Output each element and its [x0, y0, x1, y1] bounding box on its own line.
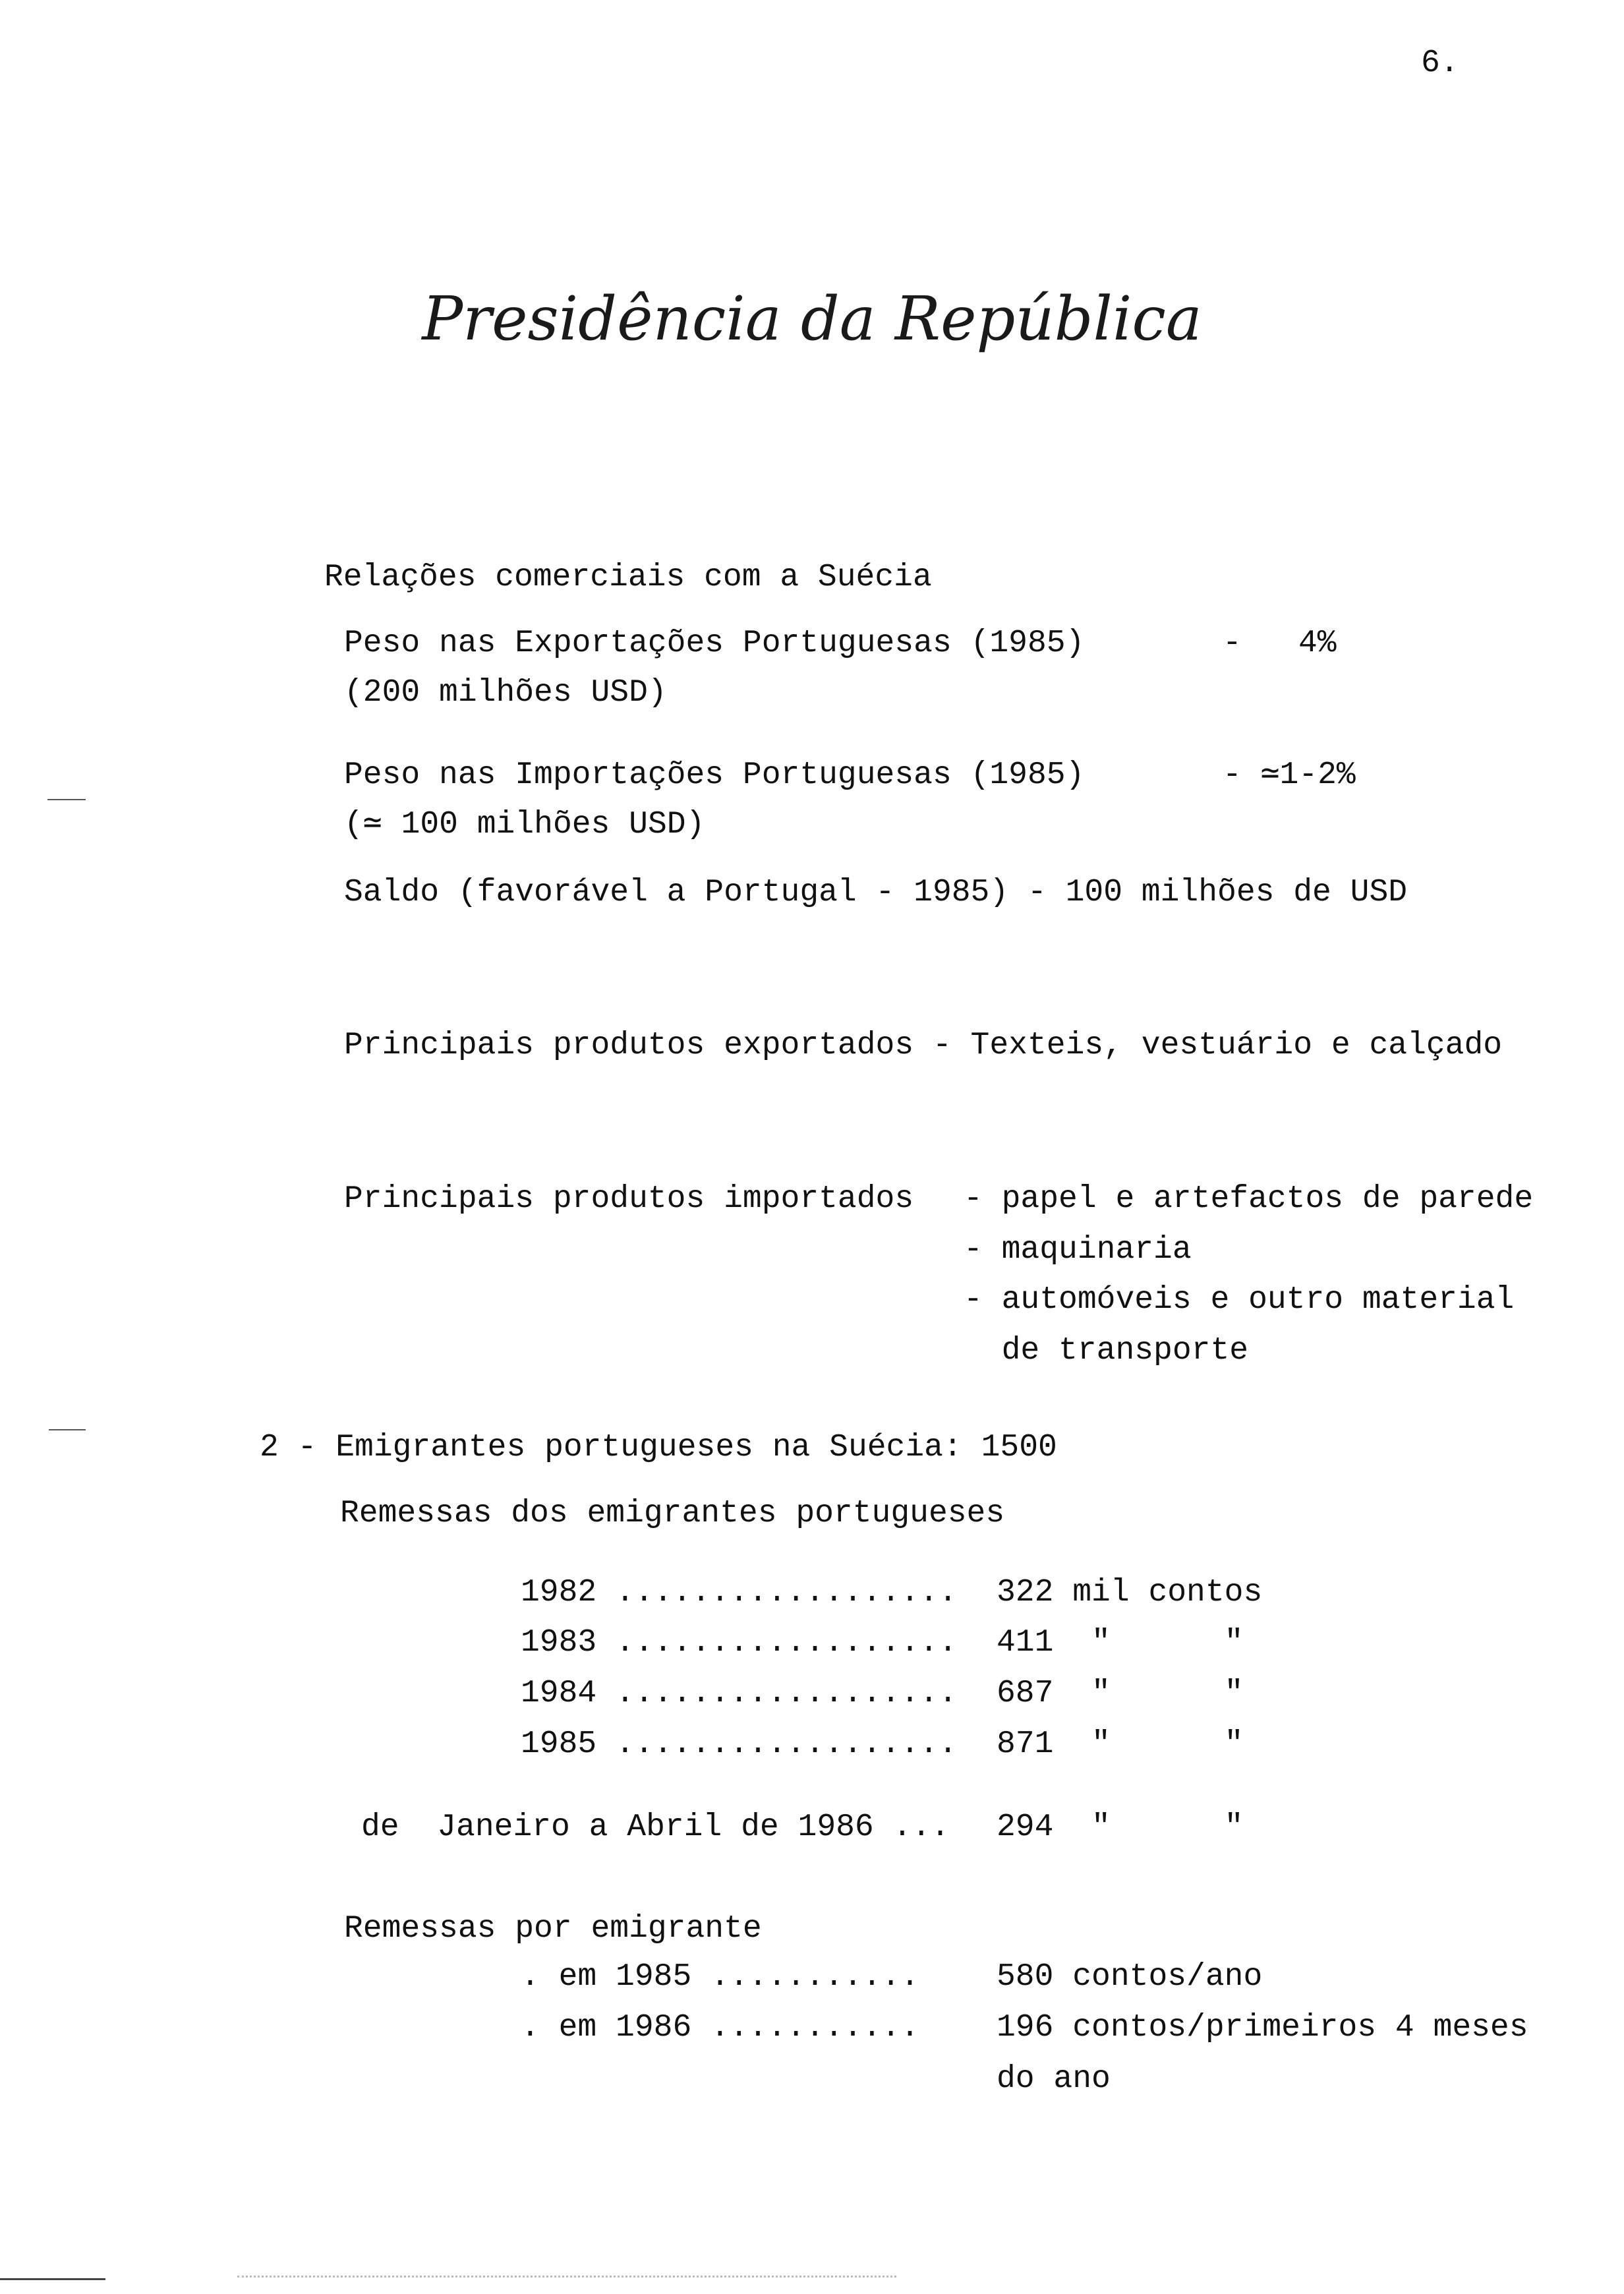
letterhead-logo: Presidência da República	[422, 283, 1202, 354]
scan-edge-line	[0, 2278, 105, 2280]
exports-weight-value: 4%	[1298, 626, 1337, 661]
trade-balance: Saldo (favorável a Portugal - 1985) - 100 milhões de USD	[344, 875, 1408, 910]
emigrants-heading: 2 - Emigrantes portugueses na Suécia: 1500	[260, 1430, 1057, 1465]
page-number: 6.	[1421, 45, 1459, 81]
per-emigrant-value: 196 contos/primeiros 4 meses	[997, 2010, 1528, 2045]
remittances-heading: Remessas dos emigrantes portugueses	[340, 1496, 1005, 1531]
imports-amount: (≃ 100 milhões USD)	[344, 807, 705, 842]
per-emigrant-continuation: do ano	[997, 2061, 1111, 2097]
main-imports-item: - maquinaria	[964, 1232, 1192, 1268]
remittance-year-label: 1984 ..................	[521, 1676, 958, 1711]
remittance-year-label: 1985 ..................	[521, 1726, 958, 1762]
exports-weight-dash: -	[1223, 626, 1242, 661]
imports-weight-value: - ≃1-2%	[1223, 757, 1356, 793]
remittance-year-label: 1982 ..................	[521, 1575, 958, 1610]
main-exports: Principais produtos exportados - Texteis, vestuário e calçado	[344, 1028, 1503, 1063]
main-imports-item: de transporte	[964, 1333, 1249, 1368]
per-emigrant-label: . em 1986 ...........	[521, 2010, 919, 2045]
commercial-relations-heading: Relações comerciais com a Suécia	[324, 560, 932, 595]
per-emigrant-value: 580 contos/ano	[997, 1959, 1263, 1995]
per-emigrant-heading: Remessas por emigrante	[344, 1911, 762, 1947]
remittance-period-value: 294 " "	[997, 1809, 1244, 1845]
exports-amount: (200 milhões USD)	[344, 675, 667, 711]
remittance-year-value: 322 mil contos	[997, 1575, 1263, 1610]
remittance-year-value: 687 " "	[997, 1676, 1244, 1711]
exports-weight-label: Peso nas Exportações Portuguesas (1985)	[344, 626, 1085, 661]
remittance-year-value: 411 " "	[997, 1625, 1244, 1661]
remittance-period-label: de Janeiro a Abril de 1986 ...	[361, 1809, 950, 1845]
margin-tick-mark	[49, 1429, 86, 1430]
imports-weight-label: Peso nas Importações Portuguesas (1985)	[344, 757, 1085, 793]
main-imports-item: - papel e artefactos de parede	[964, 1181, 1534, 1217]
scan-edge-dots	[237, 2276, 896, 2278]
margin-tick-mark	[47, 799, 86, 800]
remittance-year-label: 1983 ..................	[521, 1625, 958, 1661]
per-emigrant-label: . em 1985 ...........	[521, 1959, 919, 1995]
remittance-year-value: 871 " "	[997, 1726, 1244, 1762]
main-imports-item: - automóveis e outro material	[964, 1282, 1515, 1318]
main-imports-label: Principais produtos importados	[344, 1181, 914, 1217]
